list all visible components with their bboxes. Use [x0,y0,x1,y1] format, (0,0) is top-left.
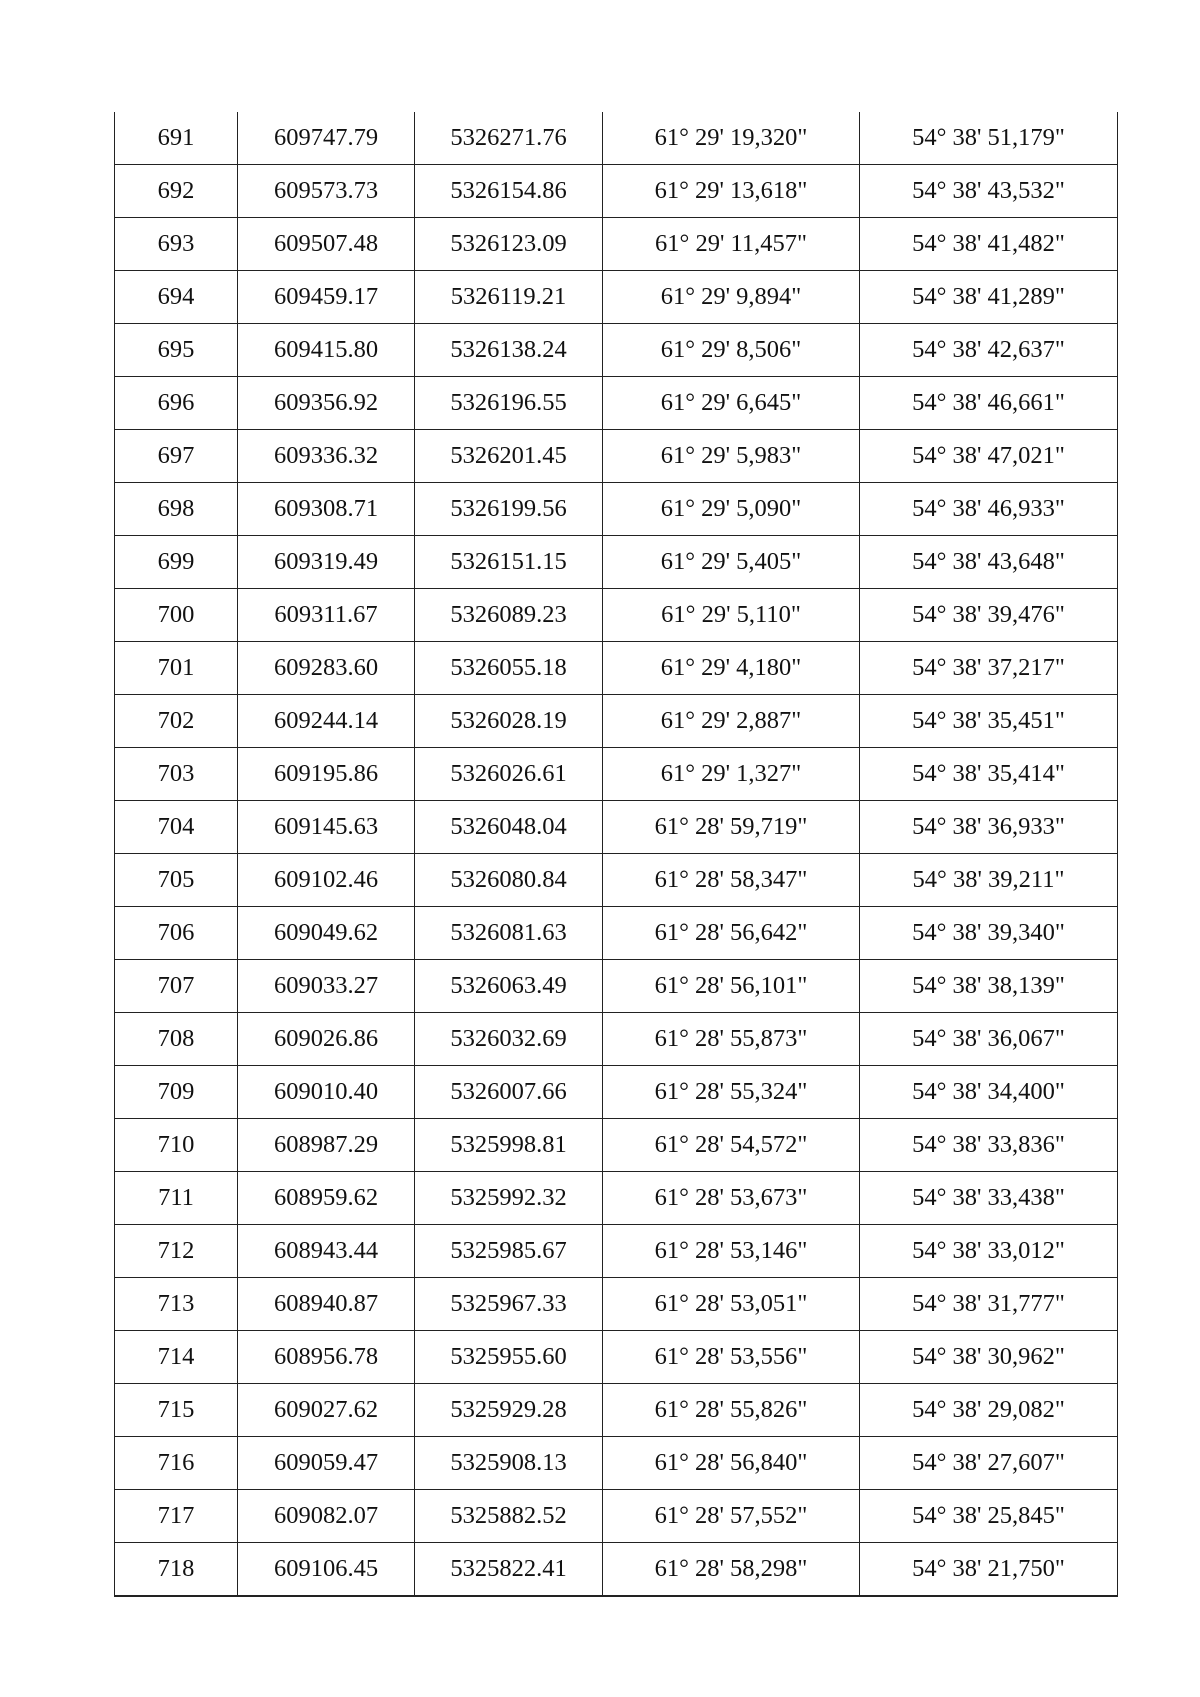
table-row [115,1278,1118,1331]
x-coordinate-cell: 609010.40 [238,1066,415,1119]
longitude-cell: 61° 29' 5,090" [603,483,860,536]
latitude-cell: 54° 38' 39,476" [860,589,1118,642]
point-number-cell: 709 [115,1066,238,1119]
longitude-cell: 61° 28' 55,826" [603,1384,860,1437]
y-coordinate-cell: 5325955.60 [415,1331,603,1384]
x-coordinate-cell: 609573.73 [238,165,415,218]
y-coordinate-cell: 5325929.28 [415,1384,603,1437]
y-coordinate-cell: 5326201.45 [415,430,603,483]
latitude-cell: 54° 38' 33,836" [860,1119,1118,1172]
longitude-cell: 61° 28' 55,324" [603,1066,860,1119]
table-row [115,801,1118,854]
y-coordinate-cell: 5326032.69 [415,1013,603,1066]
latitude-cell: 54° 38' 47,021" [860,430,1118,483]
latitude-cell: 54° 38' 35,414" [860,748,1118,801]
table-row [115,377,1118,430]
latitude-cell: 54° 38' 43,532" [860,165,1118,218]
y-coordinate-cell: 5326123.09 [415,218,603,271]
x-coordinate-cell: 609319.49 [238,536,415,589]
y-coordinate-cell: 5326007.66 [415,1066,603,1119]
longitude-cell: 61° 28' 53,051" [603,1278,860,1331]
x-coordinate-cell: 609336.32 [238,430,415,483]
x-coordinate-cell: 609415.80 [238,324,415,377]
table-row [115,1066,1118,1119]
x-coordinate-cell: 609283.60 [238,642,415,695]
longitude-cell: 61° 29' 1,327" [603,748,860,801]
table-row [115,271,1118,324]
table-row [115,960,1118,1013]
table-row [115,483,1118,536]
table-row [115,695,1118,748]
latitude-cell: 54° 38' 41,289" [860,271,1118,324]
table-row [115,536,1118,589]
y-coordinate-cell: 5326063.49 [415,960,603,1013]
latitude-cell: 54° 38' 38,139" [860,960,1118,1013]
table-row [115,1331,1118,1384]
longitude-cell: 61° 29' 11,457" [603,218,860,271]
x-coordinate-cell: 609026.86 [238,1013,415,1066]
table-row [115,1543,1118,1597]
point-number-cell: 710 [115,1119,238,1172]
point-number-cell: 701 [115,642,238,695]
point-number-cell: 702 [115,695,238,748]
table-row [115,1119,1118,1172]
latitude-cell: 54° 38' 36,067" [860,1013,1118,1066]
table-row [115,1384,1118,1437]
table-row [115,854,1118,907]
latitude-cell: 54° 38' 43,648" [860,536,1118,589]
table-row [115,748,1118,801]
point-number-cell: 693 [115,218,238,271]
x-coordinate-cell: 609308.71 [238,483,415,536]
table-row [115,1490,1118,1543]
latitude-cell: 54° 38' 46,933" [860,483,1118,536]
point-number-cell: 705 [115,854,238,907]
latitude-cell: 54° 38' 25,845" [860,1490,1118,1543]
table-row [115,324,1118,377]
longitude-cell: 61° 28' 57,552" [603,1490,860,1543]
latitude-cell: 54° 38' 51,179" [860,112,1118,165]
longitude-cell: 61° 29' 8,506" [603,324,860,377]
y-coordinate-cell: 5325908.13 [415,1437,603,1490]
y-coordinate-cell: 5325998.81 [415,1119,603,1172]
table-row [115,1225,1118,1278]
latitude-cell: 54° 38' 33,012" [860,1225,1118,1278]
point-number-cell: 697 [115,430,238,483]
x-coordinate-cell: 609356.92 [238,377,415,430]
point-number-cell: 718 [115,1543,238,1597]
y-coordinate-cell: 5326271.76 [415,112,603,165]
point-number-cell: 714 [115,1331,238,1384]
x-coordinate-cell: 609106.45 [238,1543,415,1597]
x-coordinate-cell: 609747.79 [238,112,415,165]
longitude-cell: 61° 29' 19,320" [603,112,860,165]
coordinates-table-body [115,112,1118,1596]
y-coordinate-cell: 5326138.24 [415,324,603,377]
latitude-cell: 54° 38' 31,777" [860,1278,1118,1331]
latitude-cell: 54° 38' 36,933" [860,801,1118,854]
longitude-cell: 61° 28' 59,719" [603,801,860,854]
point-number-cell: 717 [115,1490,238,1543]
point-number-cell: 694 [115,271,238,324]
longitude-cell: 61° 29' 5,983" [603,430,860,483]
point-number-cell: 703 [115,748,238,801]
latitude-cell: 54° 38' 33,438" [860,1172,1118,1225]
x-coordinate-cell: 609195.86 [238,748,415,801]
y-coordinate-cell: 5326199.56 [415,483,603,536]
point-number-cell: 708 [115,1013,238,1066]
point-number-cell: 700 [115,589,238,642]
table-row [115,112,1118,165]
longitude-cell: 61° 28' 54,572" [603,1119,860,1172]
latitude-cell: 54° 38' 30,962" [860,1331,1118,1384]
latitude-cell: 54° 38' 29,082" [860,1384,1118,1437]
y-coordinate-cell: 5326196.55 [415,377,603,430]
table-row [115,1013,1118,1066]
x-coordinate-cell: 608940.87 [238,1278,415,1331]
y-coordinate-cell: 5326026.61 [415,748,603,801]
table-row [115,1437,1118,1490]
table-row [115,589,1118,642]
y-coordinate-cell: 5326119.21 [415,271,603,324]
point-number-cell: 712 [115,1225,238,1278]
table-row [115,218,1118,271]
longitude-cell: 61° 28' 53,146" [603,1225,860,1278]
longitude-cell: 61° 29' 6,645" [603,377,860,430]
table-row [115,907,1118,960]
latitude-cell: 54° 38' 35,451" [860,695,1118,748]
coordinates-table [114,112,1118,1597]
table-row [115,430,1118,483]
y-coordinate-cell: 5326055.18 [415,642,603,695]
latitude-cell: 54° 38' 34,400" [860,1066,1118,1119]
x-coordinate-cell: 609459.17 [238,271,415,324]
longitude-cell: 61° 29' 5,405" [603,536,860,589]
x-coordinate-cell: 609244.14 [238,695,415,748]
latitude-cell: 54° 38' 27,607" [860,1437,1118,1490]
x-coordinate-cell: 609145.63 [238,801,415,854]
x-coordinate-cell: 609082.07 [238,1490,415,1543]
x-coordinate-cell: 608987.29 [238,1119,415,1172]
y-coordinate-cell: 5325882.52 [415,1490,603,1543]
point-number-cell: 706 [115,907,238,960]
point-number-cell: 707 [115,960,238,1013]
x-coordinate-cell: 609027.62 [238,1384,415,1437]
y-coordinate-cell: 5326028.19 [415,695,603,748]
latitude-cell: 54° 38' 46,661" [860,377,1118,430]
point-number-cell: 704 [115,801,238,854]
y-coordinate-cell: 5326080.84 [415,854,603,907]
longitude-cell: 61° 29' 2,887" [603,695,860,748]
latitude-cell: 54° 38' 39,211" [860,854,1118,907]
latitude-cell: 54° 38' 42,637" [860,324,1118,377]
x-coordinate-cell: 608956.78 [238,1331,415,1384]
point-number-cell: 695 [115,324,238,377]
x-coordinate-cell: 609059.47 [238,1437,415,1490]
latitude-cell: 54° 38' 41,482" [860,218,1118,271]
point-number-cell: 698 [115,483,238,536]
point-number-cell: 713 [115,1278,238,1331]
latitude-cell: 54° 38' 37,217" [860,642,1118,695]
point-number-cell: 715 [115,1384,238,1437]
x-coordinate-cell: 609507.48 [238,218,415,271]
y-coordinate-cell: 5326089.23 [415,589,603,642]
table-row [115,642,1118,695]
point-number-cell: 696 [115,377,238,430]
y-coordinate-cell: 5326048.04 [415,801,603,854]
point-number-cell: 699 [115,536,238,589]
longitude-cell: 61° 29' 5,110" [603,589,860,642]
latitude-cell: 54° 38' 21,750" [860,1543,1118,1597]
x-coordinate-cell: 608943.44 [238,1225,415,1278]
longitude-cell: 61° 29' 13,618" [603,165,860,218]
longitude-cell: 61° 28' 56,840" [603,1437,860,1490]
table-row [115,1172,1118,1225]
longitude-cell: 61° 28' 56,642" [603,907,860,960]
y-coordinate-cell: 5325985.67 [415,1225,603,1278]
x-coordinate-cell: 609311.67 [238,589,415,642]
y-coordinate-cell: 5325992.32 [415,1172,603,1225]
point-number-cell: 716 [115,1437,238,1490]
x-coordinate-cell: 609033.27 [238,960,415,1013]
y-coordinate-cell: 5326151.15 [415,536,603,589]
longitude-cell: 61° 28' 53,556" [603,1331,860,1384]
x-coordinate-cell: 609102.46 [238,854,415,907]
latitude-cell: 54° 38' 39,340" [860,907,1118,960]
longitude-cell: 61° 28' 55,873" [603,1013,860,1066]
y-coordinate-cell: 5326081.63 [415,907,603,960]
longitude-cell: 61° 29' 9,894" [603,271,860,324]
x-coordinate-cell: 609049.62 [238,907,415,960]
y-coordinate-cell: 5326154.86 [415,165,603,218]
longitude-cell: 61° 28' 53,673" [603,1172,860,1225]
x-coordinate-cell: 608959.62 [238,1172,415,1225]
longitude-cell: 61° 28' 58,347" [603,854,860,907]
point-number-cell: 711 [115,1172,238,1225]
longitude-cell: 61° 28' 58,298" [603,1543,860,1597]
longitude-cell: 61° 29' 4,180" [603,642,860,695]
y-coordinate-cell: 5325822.41 [415,1543,603,1597]
point-number-cell: 692 [115,165,238,218]
longitude-cell: 61° 28' 56,101" [603,960,860,1013]
point-number-cell: 691 [115,112,238,165]
table-row [115,165,1118,218]
y-coordinate-cell: 5325967.33 [415,1278,603,1331]
